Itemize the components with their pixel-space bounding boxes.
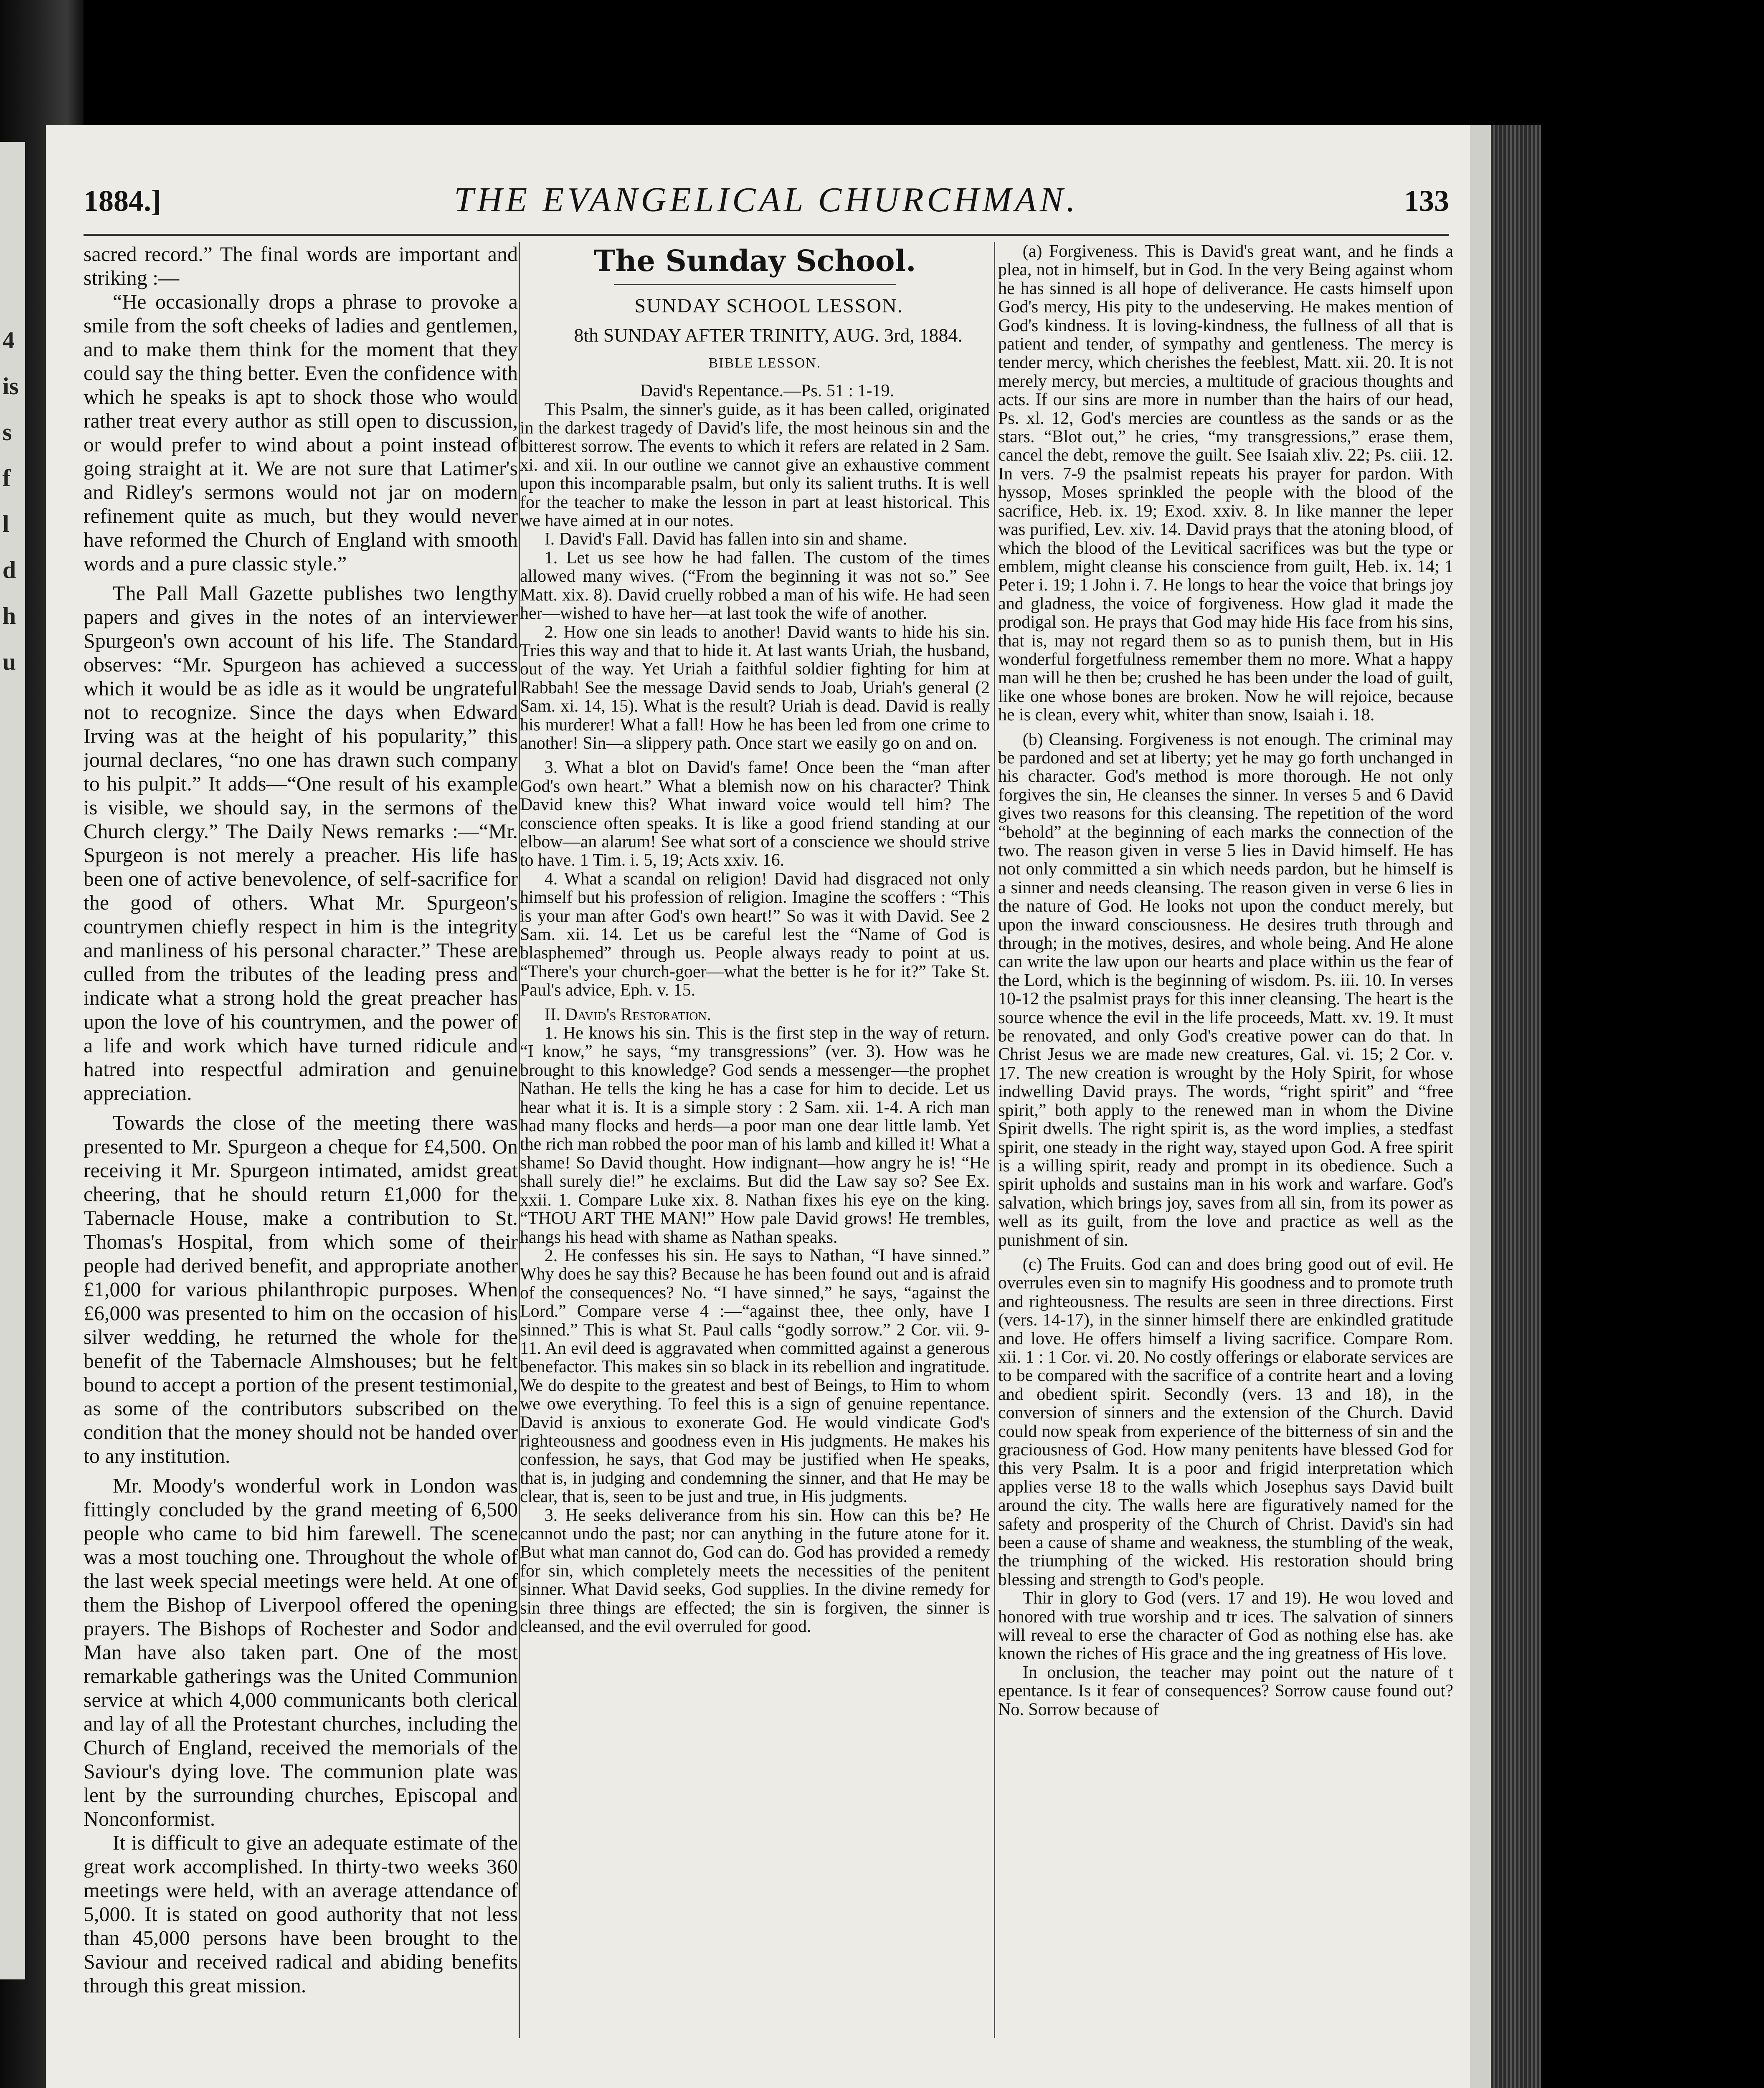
paragraph: 3. What a blot on David's fame! Once been the “man after God's own heart.” What a blemish now on his character? Think David knew this? What inward voice would tell him? The conscience often speaks. It is like a good friend standing at our elbow—an alarum! See what sort of a conscience we should strive to have. 1 Tim. i. 5, 19; Acts xxiv. 16. — [520, 758, 990, 870]
left-column — [84, 242, 518, 2059]
paragraph: (c) The Fruits. God can and does bring good out of evil. He overrules even sin to magnify His goodness and to promote truth and righteousness. The results are seen in three directions. First (vers. 14-17), in the sinner himself there are enkindled gratitude and love. He offers himself a living sacrifice. Compare Rom. xii. 1 : 1 Cor. vi. 20. No costly offerings or elaborate services are to be compared with the sacrifice of a contrite heart and a loving and obedient spirit. Secondly (vers. 13 and 18), in the conversion of sinners and the extension of the Church. David could now speak from experience of the bitterness of sin and the graciousness of God. How many penitents have blessed God for this very Psalm. It is a poor and frigid interpretation which applies verse 18 to the walls which Josephus says David built around the city. The walls here are figuratively named for the safety and prosperity of the Church of Christ. David's sin had been a cause of shame and weakness, the stumbling of the weak, the triumphing of the wicked. His restoration should bring blessing and strength to God's people. — [998, 1254, 1453, 1589]
lesson-subject: David's Repentance.—Ps. 51 : 1-19. — [640, 381, 895, 401]
header-year: 1884.] — [84, 184, 161, 218]
paragraph: 2. He confesses his sin. He says to Nathan, “I have sinned.” Why does he say this? Because he has been found out and is afraid of the consequences? No. “I have sinned,” he says, “against the Lord.” Compare verse 4 :—“against thee, thee only, have I sinned.” This is what St. Paul calls “godly sorrow.” 2 Cor. vii. 9-11. An evil deed is aggravated when committed against a generous benefactor. This makes sin so black in its rebellion and ingratitude. We do despite to the greatest and best of Beings, to Him to whom we owe everything. To feel this is a sign of genuine repentance. David is anxious to exonerate God. He would vindicate God's righteousness and goodness even in His judgments. He makes his confession, he says, that God may be justified when He speaks, that is, in judging and condemning the sinner, and that He may be clear, that is, seen to be just and true, in His judgments. — [520, 1246, 990, 1507]
stacked-page-edges — [1491, 125, 1541, 2088]
page-number: 133 — [1404, 184, 1449, 218]
paragraph: 1. He knows his sin. This is the first step in the way of return. “I know,” he says, “my transgressions” (ver. 3). How was he brought to this knowledge? God sends a messenger—the prophet Nathan. He tells the king he has a case for him to decide. Let us hear what it is. It is a simple story : 2 Sam. xii. 1-4. A rich man had many flocks and herds—a poor man one dear little lamb. Yet the rich man robbed the poor man of his lamb and killed it! What a shame! So David thought. How indignant—how angry he is! “He shall surely die!” he exclaims. But did the Law say so? See Ex. xxii. 1. Compare Luke xix. 8. Nathan fixes his eye on the king. “THOU ART THE MAN!” How pale David grows! He trembles, hangs his head with shame as Nathan speaks. — [520, 1024, 990, 1247]
paragraph: Thir in glory to God (vers. 17 and 19). He wou loved and honored with true worship and tr ices. The salvation of sinners will reveal to erse the character of God as nothing else has. ake known the riches of His grace and the ing greatness of His love. — [998, 1589, 1453, 1664]
paragraph: 1. Let us see how he had fallen. The custom of the times allowed many wives. (“From the beginning it was not so.” See Matt. xix. 8). David cruelly robbed a man of his wife. He had seen her—wished to have her—at last took the wife of another. — [520, 548, 990, 623]
running-header — [84, 171, 1449, 236]
paragraph: In onclusion, the teacher may point out the nature of t epentance. Is it fear of consequences? Sorrow cause found out? No. Sorrow because of — [998, 1662, 1453, 1719]
adjacent-page-sliver — [0, 142, 25, 1979]
paragraph: Mr. Moody's wonderful work in London was fittingly concluded by the grand meeting of 6,500 people who came to bid him farewell. The scene was a most touching one. Throughout the whole of the last week special meetings were held. At one of them the Bishop of Liverpool offered the opening prayers. The Bishops of Rochester and Sodor and Man have also taken part. One of the most remarkable gatherings was the United Communion service at which 4,000 communicants both clerical and lay of all the Protestant churches, including the Church of England, received the memorials of the Saviour's dying love. The communion plate was lent by the surrounding churches, Episcopal and Nonconformist. — [84, 1474, 518, 1830]
bible-lesson-label: BIBLE LESSON. — [708, 355, 821, 371]
column-rule — [994, 242, 995, 2038]
paragraph: This Psalm, the sinner's guide, as it has been called, originated in the darkest tragedy of David's life, the most heinous sin and the bitterest sorrow. The events to which it refers are related in 2 Sam. xi. and xii. In our outline we cannot give an exhaustive comment upon this incomparable psalm, but only its salient truths. It is well for the teacher to make the lesson in part at least historical. This we have aimed at in our notes. — [520, 400, 990, 531]
heading-rule — [614, 284, 896, 285]
paragraph: (b) Cleansing. Forgiveness is not enough. The criminal may be pardoned and set at liberty; yet he may go forth unchanged in his character. God's method is more thorough. He not only forgives the sin, He cleanses the sinner. In verses 5 and 6 David gives two reasons for this cleansing. The repetition of the word “behold” at the beginning of each marks the connection of the two. The reason given in verse 5 lies in David himself. He has not only committed a sin which needs pardon, but he himself is a sinner and needs cleansing. The reason given in verse 6 lies in the nature of God. He looks not upon the conduct merely, but upon the inward consciousness. He desires truth through and through; in the motives, desires, and whole being. And He alone can write the law upon our hearts and place within us the fear of the Lord, which is the beginning of wisdom. Ps. iii. 10. In verses 10-12 the psalmist prays for this inner cleansing. The heart is the source whence the evil in the life proceeds, Matt. xv. 19. It must be renovated, and only God's creative power can do that. In Christ Jesus we are made new creatures, Gal. vi. 15; 2 Cor. v. 17. The new creation is wrought by the Holy Spirit, for whose indwelling David prays. The words, “right spirit” and “free spirit,” both apply to the renewed man in whom the Divine Spirit dwells. The right spirit is, as the word implies, a stedfast spirit, one steady in the right way, stayed upon God. A free spirit is a willing spirit, ready and prompt in its obedience. Such a spirit upholds and sustains man in his work and warfare. God's salvation, which brings joy, saves from all sin, from its power as well as its guilt, from the love and practice as well as the punishment of sin. — [998, 730, 1453, 1250]
paragraph: (a) Forgiveness. This is David's great want, and he finds a plea, not in himself, but in God. In the very Being against whom he has sinned is all hope of deliverance. He casts himself upon God's mercy, His pity to the undeserving. He makes mention of God's kindness. It is loving-kindness, the fullness of all that is patient and tender, of sympathy and gentleness. The mercy is tender mercy, which cherishes the feeblest, Matt. xii. 20. It is not merely mercy, but mercies, a multitude of gracious thoughts and acts. If our sins are more in number than the hairs of our head, Ps. xl. 12, God's mercies are countless as the sands or as the stars. “Blot out,” he cries, “my transgressions,” erase them, cancel the debt, remove the guilt. See Isaiah xliv. 22; Ps. ciii. 12. In vers. 7-9 the psalmist repeats his prayer for pardon. With hyssop, Moses sprinkled the people with the blood of the sacrifice, Heb. ix. 19; Exod. xxiv. 8. In like manner the leper was purified, Lev. xiv. 14. David prays that the atoning blood, of which the blood of the Levitical sacrifices was but the type or emblem, might cleanse his conscience from guilt, Heb. ix. 14; 1 Peter i. 19; 1 John i. 7. He longs to hear the voice that brings joy and gladness, the voice of forgiveness. How glad it made the prodigal son. He prays that God may hide His face from his sins, that is, may not regard them so as to punish them, but in His wonderful forgetfulness remember them no more. What a happy man will he then be; crushed he has been under the load of guilt, like one whose bones are broken. Now he will rejoice, because he is clean, every whit, whiter than snow, Isaiah i. 18. — [998, 242, 1453, 725]
paragraph: “He occasionally drops a phrase to provoke a smile from the soft cheeks of ladies and gentlemen, and to make them think for the moment that they could say the thing better. Even the confidence with which he speaks is apt to shock those who would rather treat every author as still open to discussion, or would prefer to wind about a point instead of going straight at it. We are not sure that Latimer's and Ridley's sermons would not jar on modern refinement quite as much, but they would never have reformed the Church of England with smooth words and a pure classic style.” — [84, 290, 518, 575]
paragraph: 2. How one sin leads to another! David wants to hide his sin. Tries this way and that to hide it. At last wants Uriah, the husband, out of the way. Yet Uriah a faithful soldier fighting for him at Rabbah! See the message David sends to Joab, Uriah's general (2 Sam. xi. 14, 15). What is the result? Uriah is dead. David is really his murderer! What a fall! How he has been led from one crime to another! Sin—a slippery path. Once start we easily go on and on. — [520, 622, 990, 753]
middle-column — [520, 242, 990, 2059]
page-fold-shadow — [1470, 125, 1492, 2088]
paragraph: Towards the close of the meeting there was presented to Mr. Spurgeon a cheque for £4,500. On receiving it Mr. Spurgeon intimated, amidst great cheering, that he should return £1,000 for the Tabernacle House, make a contribution to St. Thomas's Hospital, from which some of their people had derived benefit, and appropriate another £1,000 for various philanthropic purposes. When £6,000 was presented to him on the occasion of his silver wedding, he returned the whole for the benefit of the Tabernacle Almshouses; but he felt bound to accept a portion of the present testimonial, as some of the contributors subscribed on the condition that the money should not be handed over to any institution. — [84, 1111, 518, 1467]
paragraph: I. David's Fall. David has fallen into sin and shame. — [544, 530, 907, 549]
right-column — [998, 242, 1453, 2059]
paragraph: It is difficult to give an adequate estimate of the great work accomplished. In thirty-two weeks 360 meetings were held, with an average attendance of 5,000. It is stated on good authority that not less than 45,000 persons have been brought to the Saviour and received radical and abiding benefits through this great mission. — [84, 1831, 518, 1997]
section-subheading: II. David's Restoration. — [544, 1005, 711, 1024]
paragraph: 3. He seeks deliverance from his sin. How can this be? He cannot undo the past; nor can anything in the future atone for it. But what man cannot do, God can do. God has provided a remedy for sin, which completely meets the necessities of the penitent sinner. What David seeks, God supplies. In the divine remedy for sin three things are effected; the sin is forgiven, the sinner is cleansed, and the evil overruled for good. — [520, 1505, 990, 1637]
adjacent-page-text: 4 is s f l d h u — [3, 327, 19, 675]
paragraph: sacred record.” The final words are important and striking :— — [84, 242, 518, 289]
paragraph: 4. What a scandal on religion! David had disgraced not only himself but his profession of religion. Imagine the scoffers : “This is your man after God's own heart!” So was it with David. See 2 Sam. xii. 14. Let us be careful lest the “Name of God is blasphemed” through us. People always ready to point at us. “There's your church-goer—what the better is he for it?” Take St. Paul's advice, Eph. v. 15. — [520, 869, 990, 1000]
paragraph: The Pall Mall Gazette publishes two lengthy papers and gives in the notes of an interviewer Spurgeon's own account of his life. The Standard observes: “Mr. Spurgeon has achieved a success which it would be as idle as it would be ungrateful not to recognize. Since the days when Edward Irving was at the height of his popularity,” this journal declares, “no one has drawn such company to his pulpit.” It adds—“One result of his example is visible, we should say, in the sermons of the Church clergy.” The Daily News remarks :—“Mr. Spurgeon is not merely a preacher. His life has been one of active benevolence, of self-sacrifice for the good of others. What Mr. Spurgeon's countrymen chiefly respect in him is the integrity and manliness of his personal character.” These are culled from the tributes of the leading press and indicate what a strong hold the great preacher has upon the love of his countrymen, and the power of a life and work which have turned ridicule and hatred into respectful admiration and genuine appreciation. — [84, 581, 518, 1105]
publication-title: THE EVANGELICAL CHURCHMAN. — [454, 180, 1079, 219]
lesson-title: SUNDAY SCHOOL LESSON. — [634, 295, 903, 317]
section-heading: The Sunday School. — [593, 243, 916, 278]
scan-right-margin — [1541, 0, 1764, 2088]
lesson-date: 8th SUNDAY AFTER TRINITY, AUG. 3rd, 1884. — [574, 324, 963, 346]
